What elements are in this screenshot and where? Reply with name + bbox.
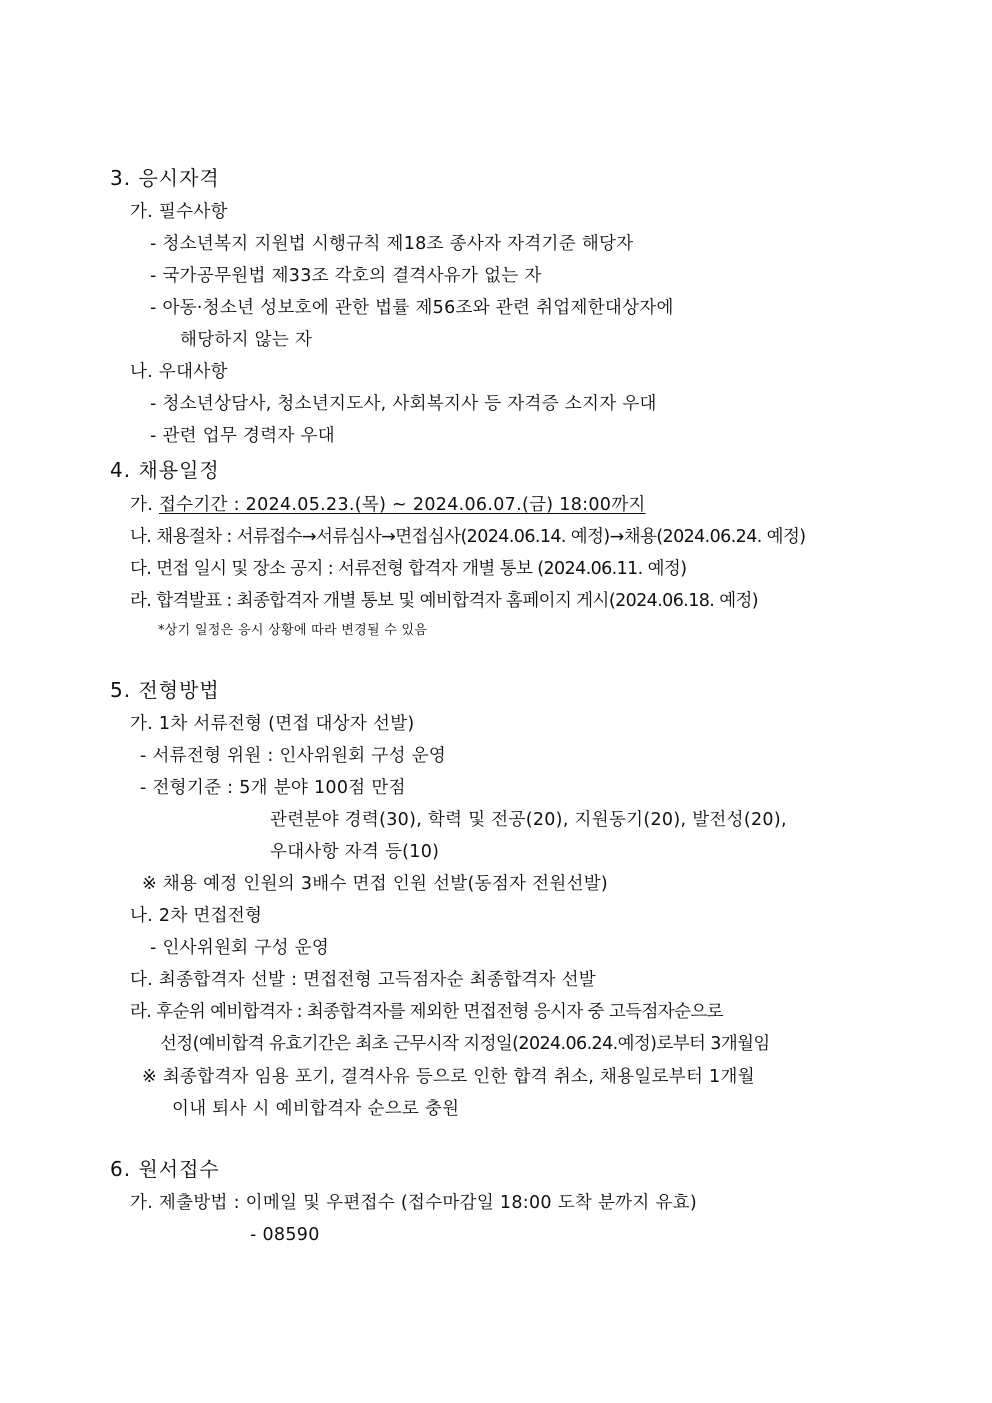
s5-a-title: 가. 1차 서류전형 (면접 대상자 선발) — [130, 714, 415, 734]
s4-note: *상기 일정은 응시 상황에 따라 변경될 수 있음 — [158, 623, 428, 638]
s3-b-title: 나. 우대사항 — [130, 362, 228, 382]
s5-b-item: - 인사위원회 구성 운영 — [150, 938, 330, 958]
s4-a-prefix: 가. — [130, 495, 159, 515]
s3-a-item: - 청소년복지 지원법 시행규칙 제18조 종사자 자격기준 해당자 — [150, 234, 634, 254]
s5-d-line-cont: 선정(예비합격 유효기간은 최초 근무시작 지정일(2024.06.24.예정)로부터 3개월임 — [160, 1034, 770, 1054]
s5-a-item-cont: 관련분야 경력(30), 학력 및 전공(20), 지원동기(20), 발전성(20), — [270, 810, 787, 830]
s3-a-title: 가. 필수사항 — [130, 202, 228, 222]
s5-a-item: - 전형기준 : 5개 분야 100점 만점 — [140, 778, 406, 798]
s4-c-line: 다. 면접 일시 및 장소 공지 : 서류전형 합격자 개별 통보 (2024.06.11. 예정) — [130, 559, 687, 579]
section-5-title: 5. 전형방법 — [110, 678, 220, 702]
s5-note: ※ 최종합격자 임용 포기, 결격사유 등으로 인한 합격 취소, 채용일로부터 1개월 — [142, 1067, 755, 1087]
s5-note-cont: 이내 퇴사 시 예비합격자 순으로 충원 — [172, 1099, 460, 1119]
s4-b-line: 나. 채용절차 : 서류접수→서류심사→면접심사(2024.06.14. 예정)→채용(2024.06.24. 예정) — [130, 527, 806, 547]
s5-a-note: ※ 채용 예정 인원의 3배수 면접 인원 선발(동점자 전원선발) — [142, 874, 609, 894]
s5-c-line: 다. 최종합격자 선발 : 면접전형 고득점자순 최종합격자 선발 — [130, 970, 597, 990]
s6-a-line: 가. 제출방법 : 이메일 및 우편접수 (접수마감일 18:00 도착 분까지 유효) — [130, 1193, 697, 1213]
s5-b-title: 나. 2차 면접전형 — [130, 906, 263, 926]
s5-a-item-cont: 우대사항 자격 등(10) — [270, 842, 440, 862]
s4-a-application-period: 접수기간 : 2024.05.23.(목) ~ 2024.06.07.(금) 18:00까지 — [158, 495, 646, 515]
s5-a-item: - 서류전형 위원 : 인사위원회 구성 운영 — [140, 746, 447, 766]
section-4-title: 4. 채용일정 — [110, 458, 220, 482]
s4-a-line — [130, 494, 646, 516]
section-3-title: 3. 응시자격 — [110, 166, 220, 190]
s5-d-line: 라. 후순위 예비합격자 : 최종합격자를 제외한 면접전형 응시자 중 고득점자순으로 — [130, 1002, 723, 1022]
s3-a-item-cont: 해당하지 않는 자 — [180, 330, 313, 350]
s4-d-line: 라. 합격발표 : 최종합격자 개별 통보 및 예비합격자 홈페이지 게시(2024.06.18. 예정) — [130, 591, 759, 611]
section-6-title: 6. 원서접수 — [110, 1157, 220, 1181]
s3-b-item: - 관련 업무 경력자 우대 — [150, 426, 335, 446]
s6-a-sub: - 08590 — [250, 1225, 320, 1245]
s3-a-item: - 아동·청소년 성보호에 관한 법률 제56조와 관련 취업제한대상자에 — [150, 298, 674, 318]
s3-a-item: - 국가공무원법 제33조 각호의 결격사유가 없는 자 — [150, 266, 542, 286]
s3-b-item: - 청소년상담사, 청소년지도사, 사회복지사 등 자격증 소지자 우대 — [150, 394, 657, 414]
